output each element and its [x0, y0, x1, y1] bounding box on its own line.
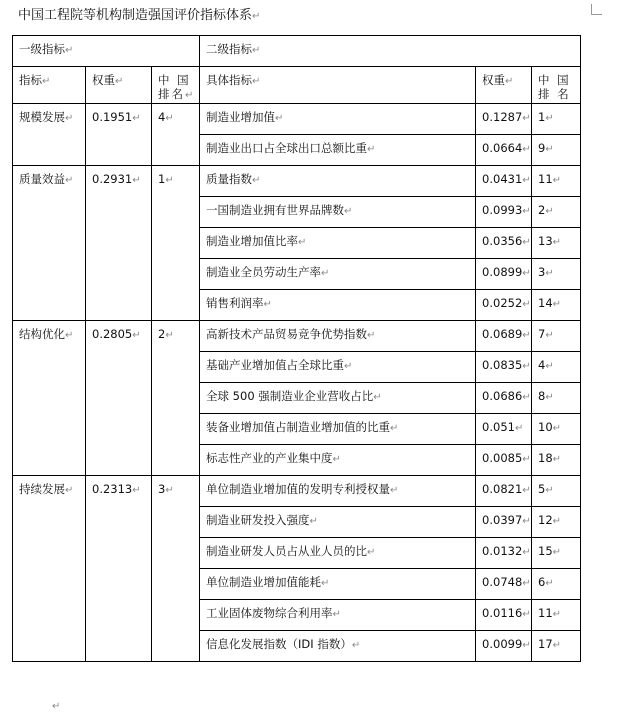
header-row-columns — [13, 67, 581, 104]
table-row — [13, 104, 581, 135]
specific-indicator: 信息化发展指数（IDI 指数）↵ — [200, 631, 476, 662]
group-name: 结构优化↵ — [13, 321, 86, 476]
indicator-rank: 11↵ — [532, 166, 581, 197]
indicator-rank: 6↵ — [532, 569, 581, 600]
indicator-weight: 0.0116↵ — [476, 600, 532, 631]
indicator-rank: 9↵ — [532, 135, 581, 166]
indicator-rank: 14↵ — [532, 290, 581, 321]
indicator-weight: 0.1287↵ — [476, 104, 532, 135]
indicator-weight: 0.0993↵ — [476, 197, 532, 228]
indicator-rank: 13↵ — [532, 228, 581, 259]
indicator-rank: 18↵ — [532, 445, 581, 476]
header-weight: 权重↵ — [86, 67, 152, 104]
header-rank2: 中 国 排 名 — [532, 67, 581, 104]
header-indicator: 指标↵ — [13, 67, 86, 104]
indicator-rank: 15↵ — [532, 538, 581, 569]
specific-indicator: 单位制造业增加值能耗↵ — [200, 569, 476, 600]
indicator-weight: 0.0252↵ — [476, 290, 532, 321]
group-name: 持续发展↵ — [13, 476, 86, 662]
group-weight: 0.1951↵ — [86, 104, 152, 166]
header-level1: 一级指标↵ — [13, 36, 200, 67]
title-text: 中国工程院等机构制造强国评价指标体系 — [18, 8, 253, 23]
header-level2: 二级指标↵ — [200, 36, 581, 67]
group-rank: 2↵ — [152, 321, 200, 476]
indicator-rank: 1↵ — [532, 104, 581, 135]
specific-indicator: 制造业研发人员占从业人员的比↵ — [200, 538, 476, 569]
group-weight: 0.2805↵ — [86, 321, 152, 476]
specific-indicator: 制造业增加值比率↵ — [200, 228, 476, 259]
header-specific-indicator: 具体指标↵ — [200, 67, 476, 104]
specific-indicator: 一国制造业拥有世界品牌数↵ — [200, 197, 476, 228]
specific-indicator: 单位制造业增加值的发明专利授权量↵ — [200, 476, 476, 507]
specific-indicator: 质量指数↵ — [200, 166, 476, 197]
indicator-table — [12, 35, 581, 662]
table-row — [13, 166, 581, 197]
group-weight: 0.2931↵ — [86, 166, 152, 321]
indicator-rank: 12↵ — [532, 507, 581, 538]
group-rank: 3↵ — [152, 476, 200, 662]
indicator-weight: 0.0356↵ — [476, 228, 532, 259]
indicator-rank: 17↵ — [532, 631, 581, 662]
header-row-level — [13, 36, 581, 67]
specific-indicator: 制造业出口占全球出口总额比重↵ — [200, 135, 476, 166]
specific-indicator: 标志性产业的产业集中度↵ — [200, 445, 476, 476]
paragraph-mark: ↵ — [252, 11, 261, 22]
indicator-rank: 3↵ — [532, 259, 581, 290]
specific-indicator: 制造业全员劳动生产率↵ — [200, 259, 476, 290]
table-row — [13, 476, 581, 507]
indicator-weight: 0.0686↵ — [476, 383, 532, 414]
group-name: 规模发展↵ — [13, 104, 86, 166]
indicator-weight: 0.0835↵ — [476, 352, 532, 383]
trailing-paragraph-mark: ↵ — [52, 701, 61, 712]
specific-indicator: 制造业研发投入强度↵ — [200, 507, 476, 538]
specific-indicator: 基础产业增加值占全球比重↵ — [200, 352, 476, 383]
specific-indicator: 工业固体废物综合利用率↵ — [200, 600, 476, 631]
indicator-weight: 0.0748↵ — [476, 569, 532, 600]
indicator-rank: 10↵ — [532, 414, 581, 445]
group-rank: 4↵ — [152, 104, 200, 166]
specific-indicator: 制造业增加值↵ — [200, 104, 476, 135]
indicator-weight: 0.0821↵ — [476, 476, 532, 507]
indicator-table-body — [13, 36, 581, 662]
indicator-rank: 8↵ — [532, 383, 581, 414]
indicator-rank: 2↵ — [532, 197, 581, 228]
indicator-weight: 0.0099↵ — [476, 631, 532, 662]
indicator-weight: 0.0431↵ — [476, 166, 532, 197]
group-name: 质量效益↵ — [13, 166, 86, 321]
header-weight2: 权重↵ — [476, 67, 532, 104]
group-weight: 0.2313↵ — [86, 476, 152, 662]
header-rank: 中 国 排名↵ — [152, 67, 200, 104]
specific-indicator: 销售利润率↵ — [200, 290, 476, 321]
indicator-rank: 5↵ — [532, 476, 581, 507]
document-title — [18, 4, 260, 23]
indicator-rank: 4↵ — [532, 352, 581, 383]
indicator-rank: 7↵ — [532, 321, 581, 352]
group-rank: 1↵ — [152, 166, 200, 321]
indicator-weight: 0.0899↵ — [476, 259, 532, 290]
specific-indicator: 高新技术产品贸易竞争优势指数↵ — [200, 321, 476, 352]
indicator-weight: 0.0085↵ — [476, 445, 532, 476]
indicator-rank: 11↵ — [532, 600, 581, 631]
specific-indicator: 全球 500 强制造业企业营收占比↵ — [200, 383, 476, 414]
specific-indicator: 装备业增加值占制造业增加值的比重↵ — [200, 414, 476, 445]
indicator-weight: 0.0689↵ — [476, 321, 532, 352]
indicator-weight: 0.0397↵ — [476, 507, 532, 538]
page-corner-mark — [591, 4, 602, 15]
indicator-weight: 0.0132↵ — [476, 538, 532, 569]
indicator-weight: 0.0664↵ — [476, 135, 532, 166]
table-row — [13, 321, 581, 352]
indicator-weight: 0.051↵ — [476, 414, 532, 445]
